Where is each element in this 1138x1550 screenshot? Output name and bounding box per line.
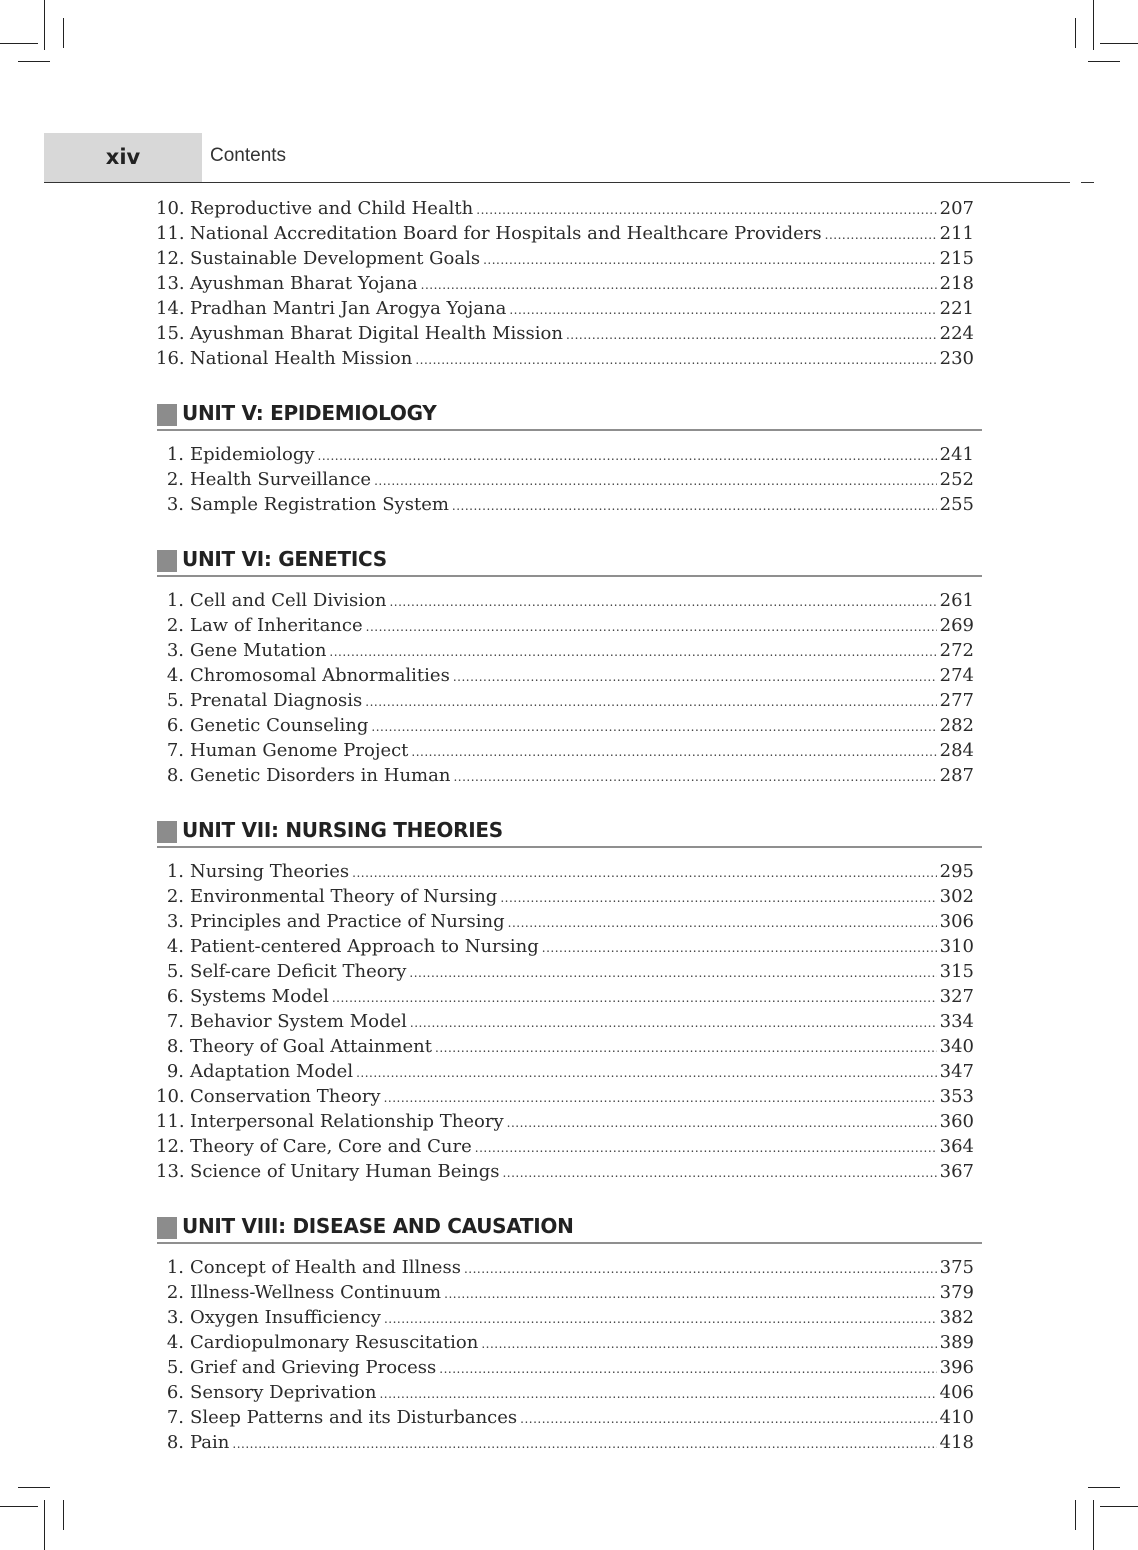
entry-title: Oxygen Insufficiency <box>190 1307 381 1328</box>
crop-mark <box>1088 61 1120 62</box>
dot-leader <box>366 615 937 640</box>
entry-page: 211 <box>939 223 974 244</box>
entry-number: 16. <box>156 348 185 369</box>
entry-page: 418 <box>939 1432 974 1453</box>
crop-mark <box>63 1500 64 1530</box>
entry-number: 4. <box>166 1332 184 1353</box>
entry-page: 327 <box>939 986 974 1007</box>
entry-number: 12. <box>156 1136 185 1157</box>
entry-title: Human Genome Project <box>190 740 409 761</box>
entry-page: 375 <box>939 1257 974 1278</box>
entry-number: 6. <box>166 986 184 1007</box>
crop-mark <box>1100 43 1138 44</box>
entry-page: 347 <box>939 1061 974 1082</box>
unit-marker <box>157 404 177 426</box>
crop-mark <box>1088 1487 1120 1488</box>
dot-leader <box>464 1257 937 1282</box>
entry-page: 221 <box>939 298 974 319</box>
entry-title: Prenatal Diagnosis <box>190 690 363 711</box>
dot-leader <box>481 1332 936 1357</box>
entry-number: 1. <box>166 861 184 882</box>
entry-title: Reproductive and Child Health <box>190 198 474 219</box>
entry-page: 224 <box>939 323 974 344</box>
toc-entry <box>156 959 974 984</box>
entry-page: 382 <box>939 1307 974 1328</box>
toc-entry <box>156 196 974 221</box>
entry-page: 310 <box>939 936 974 957</box>
entry-title: Adaptation Model <box>190 1061 354 1082</box>
entry-title: Sensory Deprivation <box>190 1382 377 1403</box>
entry-title: Health Surveillance <box>190 469 372 490</box>
toc-entry <box>156 859 974 884</box>
crop-mark <box>0 1506 38 1507</box>
entry-title: Pain <box>190 1432 230 1453</box>
dot-leader <box>352 861 937 886</box>
entry-title: Genetic Counseling <box>190 715 369 736</box>
toc-entry <box>156 246 974 271</box>
dot-leader <box>421 273 937 298</box>
dot-leader <box>371 715 936 740</box>
toc-entry <box>156 346 974 371</box>
entry-title: Pradhan Mantri Jan Arogya Yojana <box>190 298 507 319</box>
entry-page: 284 <box>939 740 974 761</box>
page-number-box <box>44 133 202 183</box>
toc-entry <box>156 1405 974 1430</box>
entry-title: Science of Unitary Human Beings <box>190 1161 500 1182</box>
entry-page: 241 <box>939 444 974 465</box>
entry-title: Cardiopulmonary Resuscitation <box>190 1332 479 1353</box>
toc-entry <box>156 763 974 788</box>
entry-page: 302 <box>939 886 974 907</box>
entry-number: 1. <box>166 1257 184 1278</box>
entry-page: 315 <box>939 961 974 982</box>
entry-page: 367 <box>939 1161 974 1182</box>
entry-number: 8. <box>166 1036 184 1057</box>
entry-number: 7. <box>166 740 184 761</box>
unit-title: UNIT VI: GENETICS <box>182 547 387 571</box>
toc-entry <box>156 1280 974 1305</box>
dot-leader <box>409 961 936 986</box>
entry-page: 364 <box>939 1136 974 1157</box>
entry-title: Systems Model <box>190 986 329 1007</box>
entry-number: 11. <box>156 1111 185 1132</box>
dot-leader <box>452 494 937 519</box>
entry-title: Law of Inheritance <box>190 615 363 636</box>
entry-page: 252 <box>939 469 974 490</box>
entry-page: 282 <box>939 715 974 736</box>
entry-number: 4. <box>166 665 184 686</box>
entry-title: Nursing Theories <box>190 861 350 882</box>
entry-page: 261 <box>939 590 974 611</box>
entry-page: 396 <box>939 1357 974 1378</box>
entry-number: 11. <box>156 223 185 244</box>
toc-entry <box>156 588 974 613</box>
dot-leader <box>509 298 936 323</box>
dot-leader <box>542 936 937 961</box>
crop-mark <box>1093 0 1094 50</box>
dot-leader <box>475 1136 937 1161</box>
entry-title: Epidemiology <box>190 444 315 465</box>
unit-heading <box>157 820 982 848</box>
entry-page: 379 <box>939 1282 974 1303</box>
entry-number: 6. <box>166 715 184 736</box>
entry-title: Sample Registration System <box>190 494 449 515</box>
toc-entry <box>156 1255 974 1280</box>
toc-entry <box>156 1084 974 1109</box>
entry-title: Interpersonal Relationship Theory <box>190 1111 504 1132</box>
entry-title: Grief and Grieving Process <box>190 1357 437 1378</box>
toc-entry <box>156 1059 974 1084</box>
entry-page: 306 <box>939 911 974 932</box>
dot-leader <box>365 690 936 715</box>
entry-number: 2. <box>166 615 184 636</box>
unit-heading <box>157 403 982 431</box>
entry-number: 2. <box>166 469 184 490</box>
toc-entry <box>156 1355 974 1380</box>
dot-leader <box>389 590 936 615</box>
crop-mark <box>63 18 64 48</box>
dot-leader <box>500 886 936 911</box>
toc-entry <box>156 663 974 688</box>
entry-page: 410 <box>939 1407 974 1428</box>
entry-page: 287 <box>939 765 974 786</box>
crop-mark <box>1075 1500 1076 1530</box>
unit-title: UNIT VIII: DISEASE AND CAUSATION <box>182 1214 574 1238</box>
dot-leader <box>825 223 937 248</box>
toc-entry <box>156 321 974 346</box>
entry-page: 207 <box>939 198 974 219</box>
dot-leader <box>453 665 937 690</box>
entry-title: Environmental Theory of Nursing <box>190 886 498 907</box>
entry-number: 2. <box>166 886 184 907</box>
entry-number: 2. <box>166 1282 184 1303</box>
entry-page: 274 <box>939 665 974 686</box>
dot-leader <box>508 911 937 936</box>
entry-page: 334 <box>939 1011 974 1032</box>
entry-title: Self-care Deficit Theory <box>190 961 407 982</box>
toc-entry <box>156 1109 974 1134</box>
entry-title: Patient-centered Approach to Nursing <box>190 936 539 957</box>
entry-page: 255 <box>939 494 974 515</box>
entry-title: Theory of Care, Core and Cure <box>190 1136 472 1157</box>
dot-leader <box>356 1061 937 1086</box>
entry-number: 3. <box>166 494 184 515</box>
toc-entry <box>156 1305 974 1330</box>
crop-mark <box>18 1487 50 1488</box>
entry-page: 215 <box>939 248 974 269</box>
dot-leader <box>444 1282 937 1307</box>
dot-leader <box>483 248 937 273</box>
crop-mark <box>44 0 45 50</box>
dot-leader <box>318 444 937 469</box>
running-head: Contents <box>210 145 287 166</box>
entry-number: 6. <box>166 1382 184 1403</box>
toc-entry <box>156 713 974 738</box>
toc-entry <box>156 442 974 467</box>
toc-entry <box>156 467 974 492</box>
entry-number: 5. <box>166 961 184 982</box>
entry-title: Sustainable Development Goals <box>190 248 481 269</box>
entry-title: Sleep Patterns and its Disturbances <box>190 1407 518 1428</box>
dot-leader <box>453 765 936 790</box>
toc-entry <box>156 1330 974 1355</box>
entry-number: 10. <box>156 198 185 219</box>
dot-leader <box>384 1307 937 1332</box>
crop-mark <box>18 61 50 62</box>
dot-leader <box>232 1432 936 1457</box>
header-tick <box>1081 182 1094 183</box>
entry-title: Illness-Wellness Continuum <box>190 1282 442 1303</box>
unit-marker <box>157 1217 177 1239</box>
dot-leader <box>379 1382 936 1407</box>
toc-entry <box>156 909 974 934</box>
entry-number: 3. <box>166 640 184 661</box>
dot-leader <box>329 640 936 665</box>
entry-title: Cell and Cell Division <box>190 590 387 611</box>
unit-marker <box>157 821 177 843</box>
dot-leader <box>435 1036 937 1061</box>
toc-entry <box>156 271 974 296</box>
entry-title: Theory of Goal Attainment <box>190 1036 433 1057</box>
entry-title: Concept of Health and Illness <box>190 1257 461 1278</box>
dot-leader <box>476 198 936 223</box>
unit-heading <box>157 1216 982 1244</box>
unit-heading <box>157 549 982 577</box>
dot-leader <box>520 1407 937 1432</box>
crop-mark <box>1100 1506 1138 1507</box>
entry-title: Behavior System Model <box>190 1011 407 1032</box>
entry-page: 277 <box>939 690 974 711</box>
entry-number: 13. <box>156 273 185 294</box>
toc-entry <box>156 221 974 246</box>
entry-number: 13. <box>156 1161 185 1182</box>
entry-number: 8. <box>166 765 184 786</box>
toc-entry <box>156 884 974 909</box>
page-number: xiv <box>105 145 141 169</box>
entry-number: 4. <box>166 936 184 957</box>
unit-title: UNIT V: EPIDEMIOLOGY <box>182 401 437 425</box>
entry-number: 15. <box>156 323 185 344</box>
entry-title: National Accreditation Board for Hospitals and Healthcare Providers <box>190 223 822 244</box>
dot-leader <box>566 323 937 348</box>
entry-number: 14. <box>156 298 185 319</box>
toc-entry <box>156 1009 974 1034</box>
entry-page: 295 <box>939 861 974 882</box>
toc-entry <box>156 1134 974 1159</box>
dot-leader <box>415 348 936 373</box>
entry-number: 10. <box>156 1086 185 1107</box>
entry-number: 5. <box>166 1357 184 1378</box>
entry-page: 269 <box>939 615 974 636</box>
unit-title: UNIT VII: NURSING THEORIES <box>182 818 503 842</box>
crop-mark <box>1075 18 1076 48</box>
entry-page: 272 <box>939 640 974 661</box>
entry-title: Principles and Practice of Nursing <box>190 911 505 932</box>
toc-entry <box>156 1159 974 1184</box>
dot-leader <box>384 1086 937 1111</box>
entry-number: 1. <box>166 590 184 611</box>
entry-page: 218 <box>939 273 974 294</box>
unit-marker <box>157 550 177 572</box>
entry-number: 8. <box>166 1432 184 1453</box>
entry-page: 389 <box>939 1332 974 1353</box>
toc-entry <box>156 1380 974 1405</box>
entry-title: Genetic Disorders in Human <box>190 765 451 786</box>
dot-leader <box>411 740 936 765</box>
toc-entry <box>156 1034 974 1059</box>
crop-mark <box>44 1500 45 1550</box>
entry-title: Ayushman Bharat Yojana <box>190 273 418 294</box>
entry-title: National Health Mission <box>190 348 413 369</box>
toc-entry <box>156 613 974 638</box>
entry-number: 7. <box>166 1011 184 1032</box>
entry-page: 230 <box>939 348 974 369</box>
toc-entry <box>156 688 974 713</box>
entry-number: 12. <box>156 248 185 269</box>
entry-number: 5. <box>166 690 184 711</box>
dot-leader <box>332 986 937 1011</box>
dot-leader <box>374 469 937 494</box>
toc-entry <box>156 1430 974 1455</box>
toc-entry <box>156 638 974 663</box>
entry-number: 3. <box>166 1307 184 1328</box>
dot-leader <box>439 1357 936 1382</box>
crop-mark <box>0 43 38 44</box>
crop-mark <box>1093 1500 1094 1550</box>
entry-title: Gene Mutation <box>190 640 327 661</box>
entry-page: 360 <box>939 1111 974 1132</box>
header-rule <box>44 182 1070 183</box>
dot-leader <box>507 1111 937 1136</box>
dot-leader <box>410 1011 937 1036</box>
toc-entry <box>156 984 974 1009</box>
toc-entry <box>156 738 974 763</box>
entry-number: 7. <box>166 1407 184 1428</box>
entry-page: 340 <box>939 1036 974 1057</box>
entry-number: 1. <box>166 444 184 465</box>
entry-title: Ayushman Bharat Digital Health Mission <box>190 323 563 344</box>
entry-number: 3. <box>166 911 184 932</box>
toc-entry <box>156 934 974 959</box>
entry-title: Conservation Theory <box>190 1086 381 1107</box>
toc-entry <box>156 296 974 321</box>
dot-leader <box>502 1161 936 1186</box>
entry-page: 353 <box>939 1086 974 1107</box>
toc-entry <box>156 492 974 517</box>
entry-page: 406 <box>939 1382 974 1403</box>
entry-title: Chromosomal Abnormalities <box>190 665 450 686</box>
entry-number: 9. <box>166 1061 184 1082</box>
